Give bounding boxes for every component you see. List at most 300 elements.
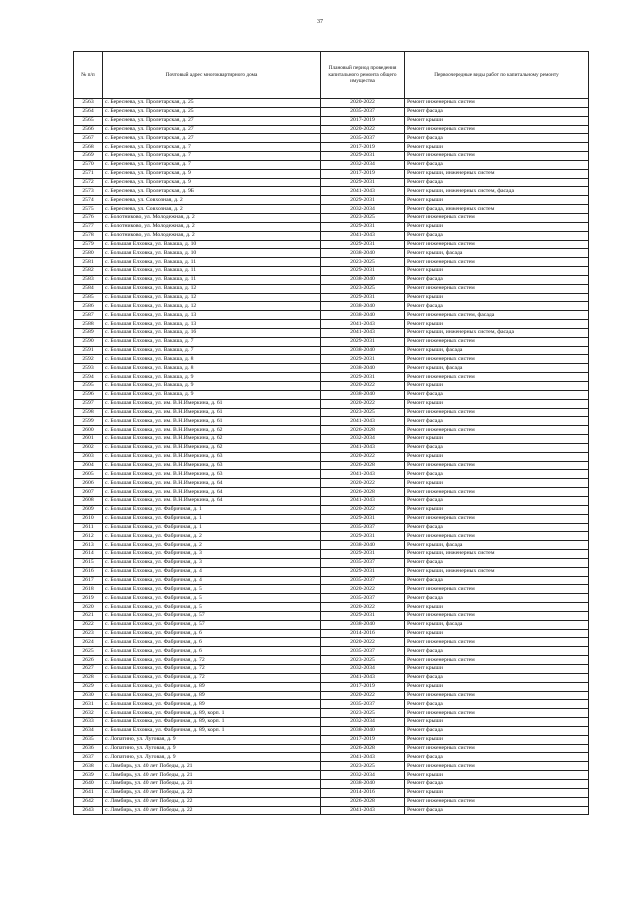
table-row (74, 187, 589, 196)
address-cell: с. Береснева, ул. Пролетарская, д. 7 (103, 152, 321, 161)
works-cell: Ремонт фасада (405, 302, 589, 311)
period-cell: 2014-2016 (321, 788, 405, 797)
address-cell: с. Большая Елховка, ул. Фабричная, д. 57 (103, 611, 321, 620)
works-cell: Ремонт фасада (405, 134, 589, 143)
works-cell: Ремонт крыши (405, 116, 589, 125)
table-row (74, 718, 589, 727)
table-row (74, 293, 589, 302)
table-body (74, 99, 589, 815)
table-row (74, 231, 589, 240)
works-cell: Ремонт фасада (405, 523, 589, 532)
period-cell: 2041-2043 (321, 231, 405, 240)
table-row (74, 426, 589, 435)
period-cell: 2017-2019 (321, 143, 405, 152)
works-cell: Ремонт крыши (405, 382, 589, 391)
row-number-cell: 2632 (74, 709, 103, 718)
row-number-cell: 2628 (74, 673, 103, 682)
table-row (74, 134, 589, 143)
period-cell: 2035-2037 (321, 134, 405, 143)
row-number-cell: 2596 (74, 390, 103, 399)
table-row (74, 240, 589, 249)
row-number-cell: 2582 (74, 267, 103, 276)
period-cell: 2041-2043 (321, 470, 405, 479)
table-row (74, 665, 589, 674)
row-number-cell: 2609 (74, 505, 103, 514)
works-cell: Ремонт крыши (405, 452, 589, 461)
address-cell: с. Береснева, ул. Пролетарская, д. 7 (103, 143, 321, 152)
table-row (74, 152, 589, 161)
table-row (74, 726, 589, 735)
table-row (74, 647, 589, 656)
table-row (74, 673, 589, 682)
period-cell: 2023-2025 (321, 709, 405, 718)
address-cell: с. Лямбирь, ул. 40 лет Победы, д. 22 (103, 788, 321, 797)
row-number-cell: 2599 (74, 417, 103, 426)
row-number-cell: 2598 (74, 408, 103, 417)
table-row (74, 284, 589, 293)
row-number-cell: 2604 (74, 461, 103, 470)
works-cell: Ремонт фасада (405, 558, 589, 567)
row-number-cell: 2594 (74, 373, 103, 382)
period-cell: 2038-2040 (321, 346, 405, 355)
period-cell: 2032-2034 (321, 160, 405, 169)
table-row (74, 788, 589, 797)
address-cell: с. Большая Елховка, ул. Фабричная, д. 57 (103, 620, 321, 629)
page-number: 37 (317, 19, 323, 25)
row-number-cell: 2571 (74, 169, 103, 178)
works-cell: Ремонт инженерных систем (405, 99, 589, 108)
address-cell: с. Большая Елховка, ул. Фабричная, д. 89 (103, 700, 321, 709)
table-row (74, 399, 589, 408)
address-cell: с. Лямбирь, ул. 40 лет Победы, д. 21 (103, 762, 321, 771)
table-row (74, 196, 589, 205)
address-cell: с. Большая Елховка, ул. Вакаша, д. 9 (103, 382, 321, 391)
works-cell: Ремонт крыши (405, 143, 589, 152)
address-cell: с. Большая Елховка, ул. Фабричная, д. 6 (103, 638, 321, 647)
works-cell: Ремонт инженерных систем (405, 213, 589, 222)
works-cell: Ремонт фасада (405, 231, 589, 240)
address-cell: с. Большая Елховка, ул. им. В.Н.Имеркина, д. 62 (103, 435, 321, 444)
table-row (74, 567, 589, 576)
works-cell: Ремонт фасада (405, 673, 589, 682)
address-cell: с. Береснева, ул. Пролетарская, д. 27 (103, 134, 321, 143)
address-cell: с. Большая Елховка, ул. Фабричная, д. 5 (103, 603, 321, 612)
works-cell: Ремонт инженерных систем (405, 514, 589, 523)
row-number-cell: 2590 (74, 337, 103, 346)
works-cell: Ремонт фасада (405, 107, 589, 116)
address-cell: с. Большая Елховка, ул. им. В.Н.Имеркина, д. 63 (103, 461, 321, 470)
table-row (74, 629, 589, 638)
table-row (74, 443, 589, 452)
period-cell: 2029-2031 (321, 550, 405, 559)
period-cell: 2029-2031 (321, 355, 405, 364)
row-number-cell: 2619 (74, 594, 103, 603)
address-cell: с. Большая Елховка, ул. им. В.Н.Имеркина, д. 64 (103, 496, 321, 505)
row-number-cell: 2612 (74, 532, 103, 541)
table-row (74, 417, 589, 426)
address-cell: с. Большая Елховка, ул. им. В.Н.Имеркина, д. 61 (103, 408, 321, 417)
table-row (74, 355, 589, 364)
works-cell: Ремонт инженерных систем (405, 709, 589, 718)
works-cell: Ремонт фасада (405, 443, 589, 452)
table-row (74, 496, 589, 505)
works-cell: Ремонт крыши (405, 320, 589, 329)
period-cell: 2041-2043 (321, 320, 405, 329)
row-number-cell: 2577 (74, 222, 103, 231)
period-cell: 2029-2031 (321, 196, 405, 205)
period-cell: 2017-2019 (321, 735, 405, 744)
address-cell: с. Большая Елховка, ул. Вакаша, д. 9 (103, 390, 321, 399)
address-cell: с. Лямбирь, ул. 40 лет Победы, д. 21 (103, 779, 321, 788)
works-cell: Ремонт фасада (405, 496, 589, 505)
works-cell: Ремонт инженерных систем (405, 125, 589, 134)
period-cell: 2038-2040 (321, 364, 405, 373)
period-cell: 2029-2031 (321, 222, 405, 231)
table-row (74, 382, 589, 391)
period-cell: 2020-2022 (321, 125, 405, 134)
works-cell: Ремонт инженерных систем (405, 373, 589, 382)
address-cell: с. Большая Елховка, ул. Фабричная, д. 6 (103, 629, 321, 638)
table-row (74, 470, 589, 479)
row-number-cell: 2576 (74, 213, 103, 222)
period-cell: 2041-2043 (321, 496, 405, 505)
table-row (74, 753, 589, 762)
row-number-cell: 2566 (74, 125, 103, 134)
address-cell: с. Лямбирь, ул. 40 лет Победы, д. 22 (103, 797, 321, 806)
works-cell: Ремонт инженерных систем (405, 337, 589, 346)
period-cell: 2032-2034 (321, 435, 405, 444)
address-cell: с. Береснева, ул. Пролетарская, д. 25 (103, 99, 321, 108)
table-row (74, 532, 589, 541)
address-cell: с. Большая Елховка, ул. им. В.Н.Имеркина, д. 64 (103, 488, 321, 497)
period-cell: 2026-2028 (321, 461, 405, 470)
address-cell: с. Большая Елховка, ул. Фабричная, д. 4 (103, 567, 321, 576)
period-cell: 2041-2043 (321, 806, 405, 815)
works-cell: Ремонт крыши (405, 399, 589, 408)
works-cell: Ремонт фасада, инженерных систем (405, 205, 589, 214)
period-cell: 2038-2040 (321, 779, 405, 788)
table-row (74, 169, 589, 178)
works-cell: Ремонт фасада (405, 178, 589, 187)
address-cell: с. Береснева, ул. Пролетарская, д. 27 (103, 125, 321, 134)
table-row (74, 258, 589, 267)
period-cell: 2038-2040 (321, 726, 405, 735)
period-cell: 2038-2040 (321, 302, 405, 311)
row-number-cell: 2615 (74, 558, 103, 567)
address-cell: с. Береснева, ул. Пролетарская, д. 27 (103, 116, 321, 125)
period-cell: 2029-2031 (321, 178, 405, 187)
row-number-cell: 2567 (74, 134, 103, 143)
period-cell: 2041-2043 (321, 417, 405, 426)
period-cell: 2029-2031 (321, 514, 405, 523)
address-cell: с. Большая Елховка, ул. Фабричная, д. 89, корп. 1 (103, 709, 321, 718)
address-cell: с. Большая Елховка, ул. Вакаша, д. 12 (103, 293, 321, 302)
row-number-cell: 2624 (74, 638, 103, 647)
row-number-cell: 2631 (74, 700, 103, 709)
period-cell: 2020-2022 (321, 638, 405, 647)
table-row (74, 99, 589, 108)
row-number-cell: 2617 (74, 576, 103, 585)
table-row (74, 222, 589, 231)
row-number-cell: 2589 (74, 328, 103, 337)
row-number-cell: 2625 (74, 647, 103, 656)
period-cell: 2026-2028 (321, 426, 405, 435)
table-row (74, 762, 589, 771)
table-row (74, 585, 589, 594)
works-cell: Ремонт фасада (405, 470, 589, 479)
address-cell: с. Большая Елховка, ул. Фабричная, д. 2 (103, 541, 321, 550)
works-cell: Ремонт крыши, фасада (405, 620, 589, 629)
address-cell: с. Большая Елховка, ул. им. В.Н.Имеркина, д. 62 (103, 443, 321, 452)
works-cell: Ремонт крыши, инженерных систем (405, 567, 589, 576)
works-cell: Ремонт инженерных систем (405, 585, 589, 594)
period-cell: 2020-2022 (321, 585, 405, 594)
works-cell: Ремонт крыши (405, 603, 589, 612)
table-row (74, 205, 589, 214)
address-cell: с. Береснева, ул. Пролетарская, д. 9Б (103, 187, 321, 196)
period-cell: 2038-2040 (321, 541, 405, 550)
works-cell: Ремонт крыши, фасада (405, 541, 589, 550)
address-cell: с. Большая Елховка, ул. Фабричная, д. 2 (103, 532, 321, 541)
row-number-cell: 2630 (74, 691, 103, 700)
works-cell: Ремонт инженерных систем (405, 744, 589, 753)
period-cell: 2041-2043 (321, 673, 405, 682)
works-cell: Ремонт крыши (405, 222, 589, 231)
address-cell: с. Большая Елховка, ул. Фабричная, д. 1 (103, 523, 321, 532)
row-number-cell: 2611 (74, 523, 103, 532)
row-number-cell: 2570 (74, 160, 103, 169)
period-cell: 2029-2031 (321, 611, 405, 620)
row-number-cell: 2613 (74, 541, 103, 550)
period-cell: 2023-2025 (321, 258, 405, 267)
period-cell: 2041-2043 (321, 328, 405, 337)
works-cell: Ремонт фасада (405, 806, 589, 815)
period-cell: 2035-2037 (321, 647, 405, 656)
address-cell: с. Большая Елховка, ул. Вакаша, д. 13 (103, 311, 321, 320)
address-cell: с. Лопатино, ул. Луговая, д. 9 (103, 753, 321, 762)
row-number-cell: 2584 (74, 284, 103, 293)
row-number-cell: 2629 (74, 682, 103, 691)
address-cell: с. Большая Елховка, ул. им. В.Н.Имеркина, д. 64 (103, 479, 321, 488)
table-row (74, 771, 589, 780)
address-cell: с. Большая Елховка, ул. Фабричная, д. 72 (103, 665, 321, 674)
works-cell: Ремонт крыши (405, 479, 589, 488)
works-cell: Ремонт фасада (405, 160, 589, 169)
row-number-cell: 2573 (74, 187, 103, 196)
period-cell: 2020-2022 (321, 505, 405, 514)
address-cell: с. Большая Елховка, ул. им. В.Н.Имеркина, д. 63 (103, 470, 321, 479)
period-cell: 2032-2034 (321, 718, 405, 727)
row-number-cell: 2620 (74, 603, 103, 612)
works-cell: Ремонт фасада (405, 594, 589, 603)
row-number-cell: 2588 (74, 320, 103, 329)
table-row (74, 160, 589, 169)
table-row (74, 709, 589, 718)
row-number-cell: 2603 (74, 452, 103, 461)
header-works: Первоочередные виды работ по капитальному ремонту (405, 52, 589, 99)
table-row (74, 479, 589, 488)
row-number-cell: 2621 (74, 611, 103, 620)
row-number-cell: 2618 (74, 585, 103, 594)
works-cell: Ремонт инженерных систем (405, 762, 589, 771)
row-number-cell: 2641 (74, 788, 103, 797)
works-cell: Ремонт крыши, инженерных систем, фасада (405, 328, 589, 337)
row-number-cell: 2636 (74, 744, 103, 753)
table-row (74, 275, 589, 284)
period-cell: 2023-2025 (321, 762, 405, 771)
address-cell: с. Большая Елховка, ул. Вакаша, д. 8 (103, 364, 321, 373)
works-cell: Ремонт фасада (405, 700, 589, 709)
row-number-cell: 2586 (74, 302, 103, 311)
period-cell: 2014-2016 (321, 629, 405, 638)
row-number-cell: 2593 (74, 364, 103, 373)
row-number-cell: 2610 (74, 514, 103, 523)
works-cell: Ремонт крыши, инженерных систем (405, 550, 589, 559)
period-cell: 2026-2028 (321, 744, 405, 753)
period-cell: 2029-2031 (321, 293, 405, 302)
period-cell: 2020-2022 (321, 399, 405, 408)
address-cell: с. Большая Елховка, ул. Вакаша, д. 10 (103, 249, 321, 258)
table-row (74, 249, 589, 258)
works-cell: Ремонт фасада (405, 726, 589, 735)
table-row (74, 576, 589, 585)
row-number-cell: 2642 (74, 797, 103, 806)
period-cell: 2020-2022 (321, 479, 405, 488)
works-cell: Ремонт инженерных систем (405, 258, 589, 267)
row-number-cell: 2626 (74, 656, 103, 665)
row-number-cell: 2587 (74, 311, 103, 320)
address-cell: с. Большая Елховка, ул. Фабричная, д. 5 (103, 585, 321, 594)
period-cell: 2020-2022 (321, 99, 405, 108)
period-cell: 2029-2031 (321, 373, 405, 382)
table-row (74, 452, 589, 461)
works-cell: Ремонт крыши (405, 788, 589, 797)
table-row (74, 213, 589, 222)
works-cell: Ремонт крыши (405, 682, 589, 691)
row-number-cell: 2581 (74, 258, 103, 267)
row-number-cell: 2623 (74, 629, 103, 638)
address-cell: с. Большая Елховка, ул. Фабричная, д. 1 (103, 514, 321, 523)
row-number-cell: 2614 (74, 550, 103, 559)
row-number-cell: 2591 (74, 346, 103, 355)
repair-schedule-table (73, 51, 589, 815)
row-number-cell: 2574 (74, 196, 103, 205)
row-number-cell: 2580 (74, 249, 103, 258)
period-cell: 2038-2040 (321, 311, 405, 320)
row-number-cell: 2640 (74, 779, 103, 788)
address-cell: с. Большая Елховка, ул. Вакаша, д. 8 (103, 355, 321, 364)
period-cell: 2038-2040 (321, 620, 405, 629)
address-cell: с. Береснева, ул. Совхозная, д. 2 (103, 205, 321, 214)
table-row (74, 311, 589, 320)
address-cell: с. Большая Елховка, ул. Вакаша, д. 7 (103, 346, 321, 355)
works-cell: Ремонт крыши, инженерных систем, фасада (405, 187, 589, 196)
row-number-cell: 2579 (74, 240, 103, 249)
works-cell: Ремонт крыши (405, 196, 589, 205)
works-cell: Ремонт крыши (405, 629, 589, 638)
period-cell: 2035-2037 (321, 523, 405, 532)
works-cell: Ремонт инженерных систем (405, 611, 589, 620)
row-number-cell: 2592 (74, 355, 103, 364)
works-cell: Ремонт фасада (405, 576, 589, 585)
header-period: Плановый период проведения капитального ремонта общего имущества (321, 52, 405, 99)
row-number-cell: 2597 (74, 399, 103, 408)
row-number-cell: 2633 (74, 718, 103, 727)
works-cell: Ремонт фасада (405, 390, 589, 399)
works-cell: Ремонт инженерных систем (405, 691, 589, 700)
table-row (74, 346, 589, 355)
period-cell: 2026-2028 (321, 797, 405, 806)
address-cell: с. Большая Елховка, ул. Вакаша, д. 16 (103, 328, 321, 337)
table-row (74, 125, 589, 134)
works-cell: Ремонт фасада (405, 753, 589, 762)
table-row (74, 682, 589, 691)
table-row (74, 691, 589, 700)
row-number-cell: 2638 (74, 762, 103, 771)
period-cell: 2032-2034 (321, 665, 405, 674)
period-cell: 2035-2037 (321, 700, 405, 709)
table-row (74, 143, 589, 152)
works-cell: Ремонт крыши (405, 771, 589, 780)
address-cell: с. Болотниково, ул. Молодежная, д. 2 (103, 222, 321, 231)
works-cell: Ремонт инженерных систем (405, 426, 589, 435)
address-cell: с. Большая Елховка, ул. Фабричная, д. 6 (103, 647, 321, 656)
period-cell: 2023-2025 (321, 656, 405, 665)
period-cell: 2029-2031 (321, 267, 405, 276)
table-row (74, 806, 589, 815)
table-row (74, 735, 589, 744)
address-cell: с. Большая Елховка, ул. Фабричная, д. 1 (103, 505, 321, 514)
address-cell: с. Береснева, ул. Пролетарская, д. 9 (103, 169, 321, 178)
row-number-cell: 2578 (74, 231, 103, 240)
table-row (74, 523, 589, 532)
works-cell: Ремонт крыши, фасада (405, 346, 589, 355)
table-row (74, 328, 589, 337)
works-cell: Ремонт крыши (405, 435, 589, 444)
address-cell: с. Большая Елховка, ул. Вакаша, д. 11 (103, 258, 321, 267)
address-cell: с. Болотниково, ул. Молодежная, д. 2 (103, 231, 321, 240)
address-cell: с. Большая Елховка, ул. Вакаша, д. 9 (103, 373, 321, 382)
works-cell: Ремонт крыши, инженерных систем (405, 169, 589, 178)
table-row (74, 744, 589, 753)
address-cell: с. Большая Елховка, ул. им. В.Н.Имеркина, д. 63 (103, 452, 321, 461)
address-cell: с. Лямбирь, ул. 40 лет Победы, д. 22 (103, 806, 321, 815)
table-row (74, 505, 589, 514)
address-cell: с. Большая Елховка, ул. Фабричная, д. 5 (103, 594, 321, 603)
row-number-cell: 2572 (74, 178, 103, 187)
address-cell: с. Болотниково, ул. Молодежная, д. 2 (103, 213, 321, 222)
works-cell: Ремонт крыши (405, 293, 589, 302)
period-cell: 2017-2019 (321, 116, 405, 125)
table-row (74, 594, 589, 603)
period-cell: 2029-2031 (321, 532, 405, 541)
works-cell: Ремонт инженерных систем (405, 284, 589, 293)
table-row (74, 514, 589, 523)
period-cell: 2038-2040 (321, 275, 405, 284)
row-number-cell: 2606 (74, 479, 103, 488)
address-cell: с. Лопатино, ул. Луговая, д. 9 (103, 735, 321, 744)
row-number-cell: 2564 (74, 107, 103, 116)
row-number-cell: 2595 (74, 382, 103, 391)
header-number: № п/п (74, 52, 103, 99)
works-cell: Ремонт инженерных систем (405, 152, 589, 161)
address-cell: с. Лямбирь, ул. 40 лет Победы, д. 21 (103, 771, 321, 780)
table-row (74, 461, 589, 470)
period-cell: 2041-2043 (321, 443, 405, 452)
table-row (74, 603, 589, 612)
works-cell: Ремонт инженерных систем (405, 408, 589, 417)
period-cell: 2029-2031 (321, 152, 405, 161)
